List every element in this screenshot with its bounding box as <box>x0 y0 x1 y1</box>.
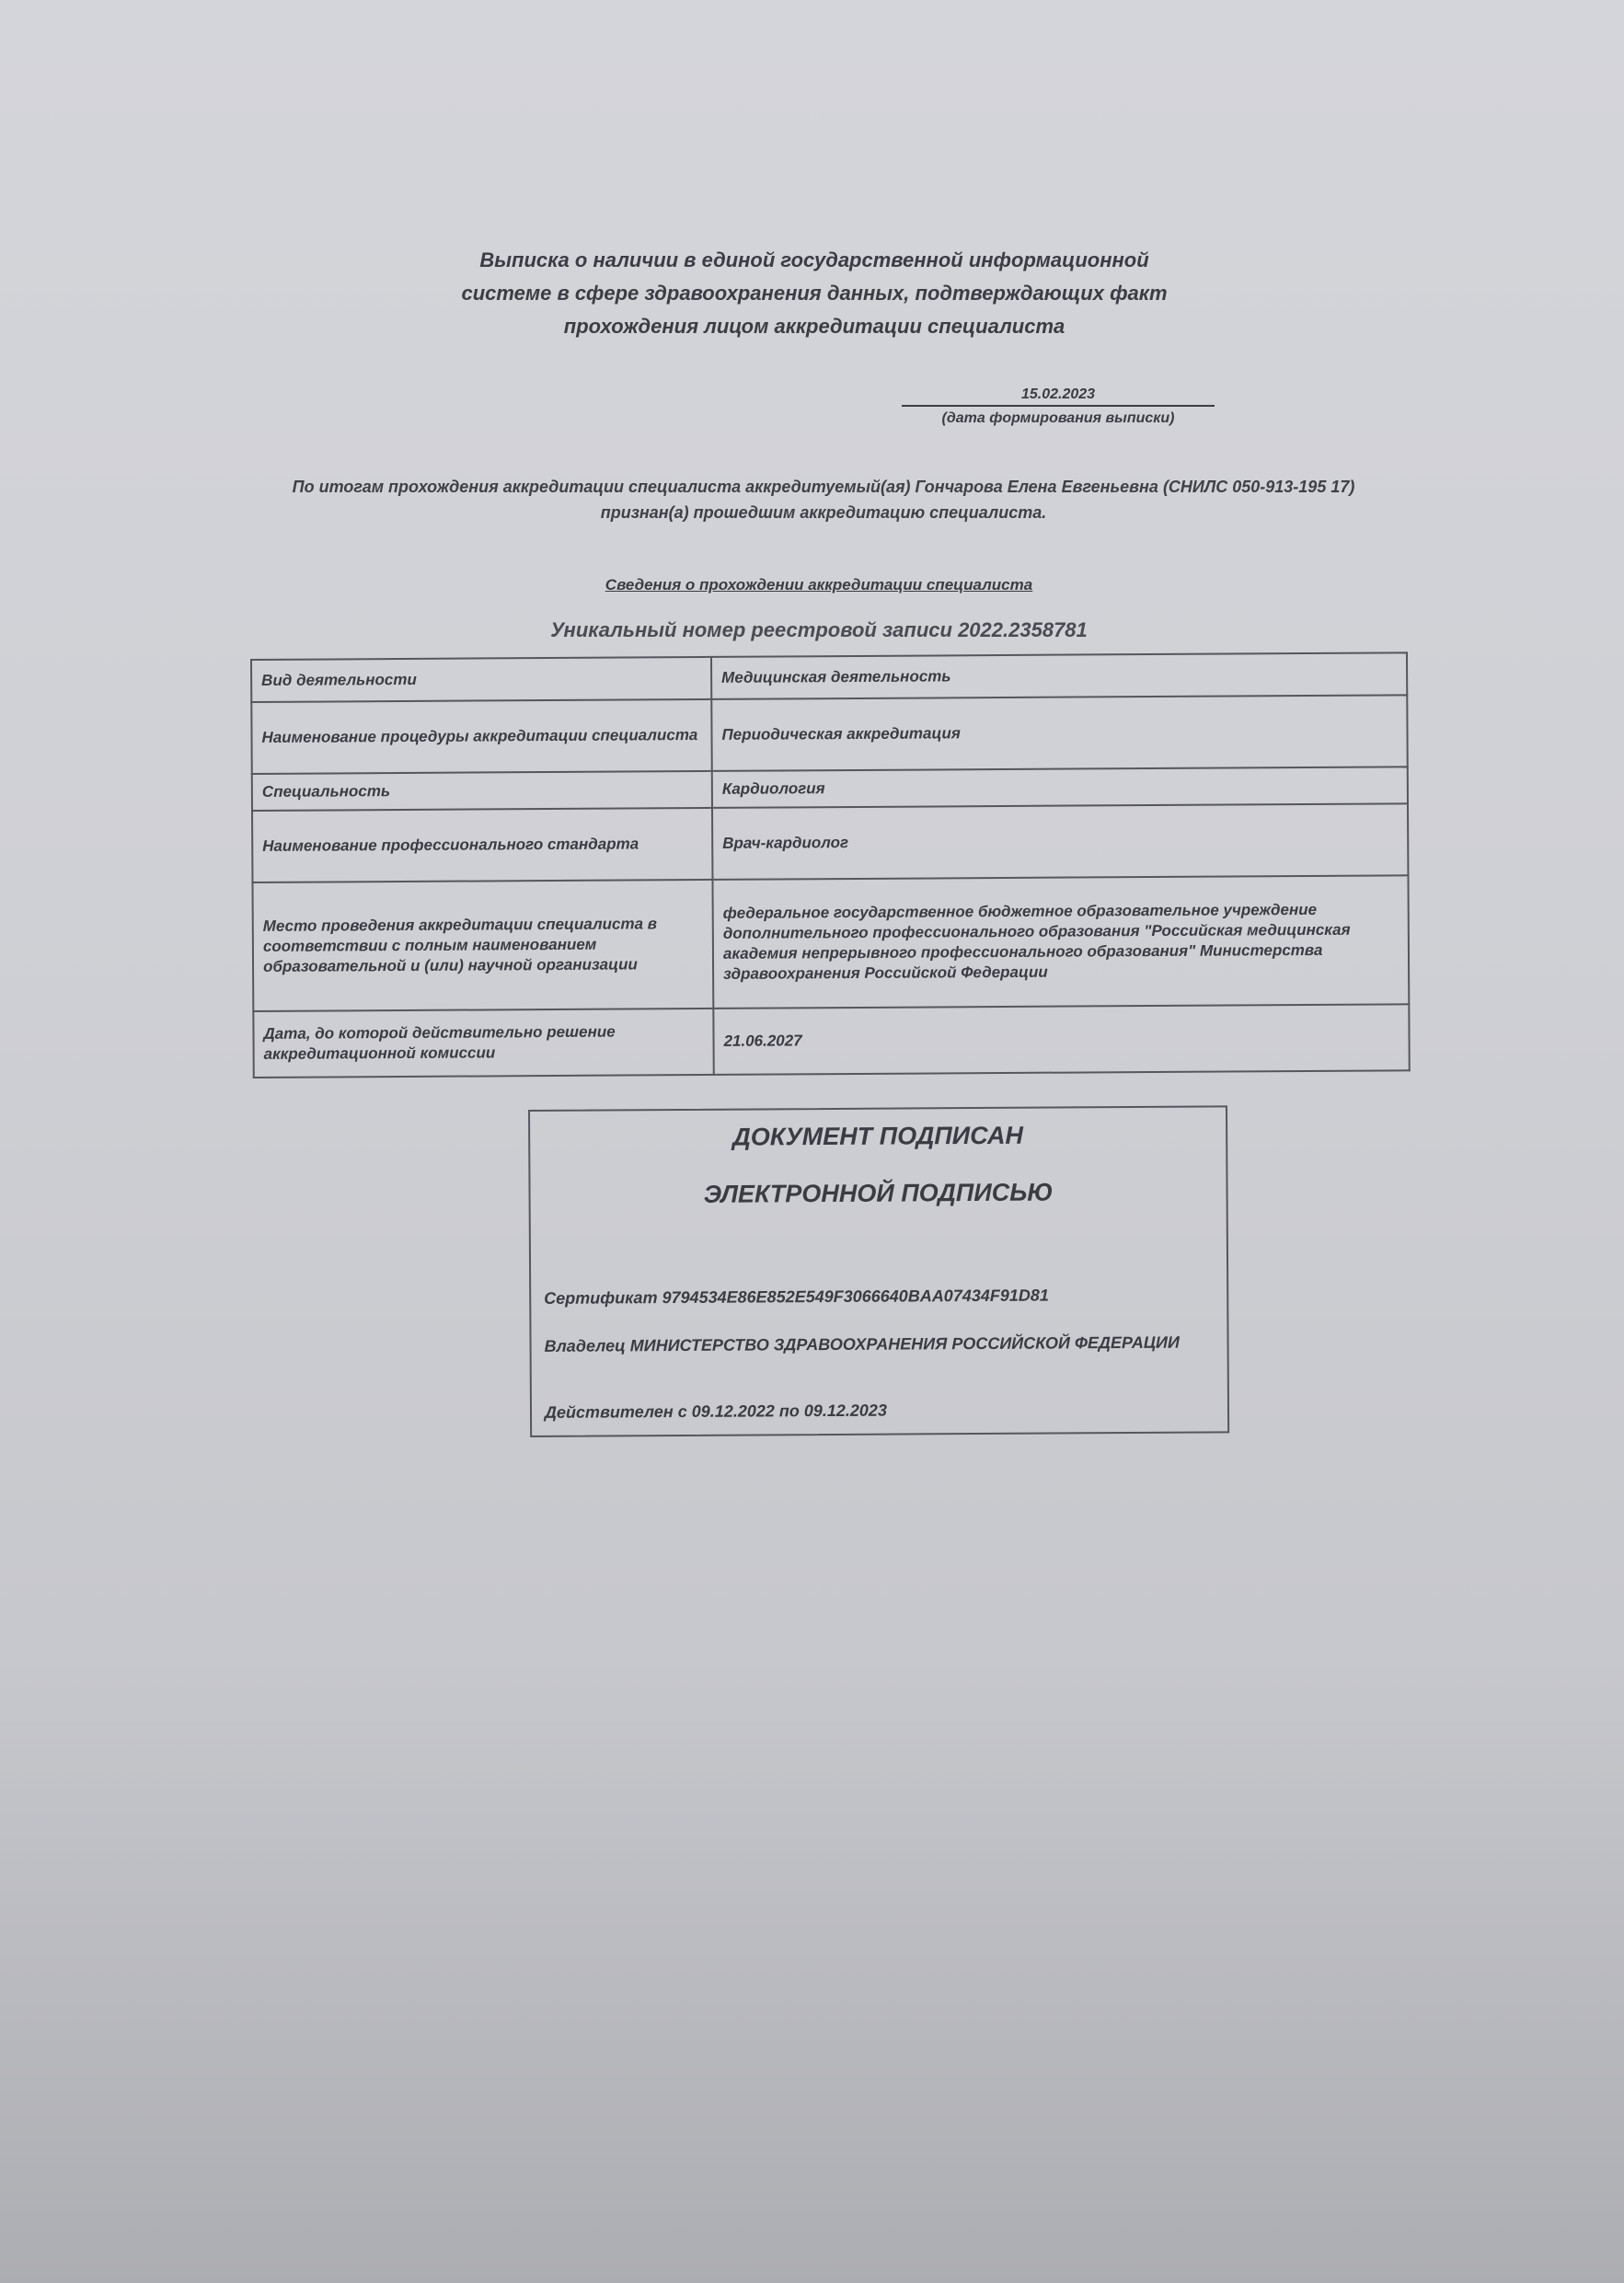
title-line: Выписка о наличии в единой государственной информационной <box>479 248 1149 271</box>
row-label: Вид деятельности <box>251 657 711 702</box>
accreditation-result-text: По итогам прохождения аккредитации специалиста аккредитуемый(ая) Гончарова Елена Евгеньевна (СНИЛС 050-913-195 17) признан(а) прошедшим аккредитацию специалиста. <box>292 478 1355 522</box>
issue-date-block <box>902 386 1215 427</box>
section-heading: Сведения о прохождении аккредитации специалиста <box>605 576 1033 594</box>
row-value: федеральное государственное бюджетное образовательное учреждение дополнительного профессионального образования "Российская медицинская академия непрерывного профессионального образования" Министерства здравоохранения Российской Федерации <box>712 875 1409 1009</box>
table-row <box>252 803 1408 882</box>
row-label: Наименование профессионального стандарта <box>252 808 712 882</box>
electronic-signature-stamp <box>528 1105 1229 1437</box>
table-row <box>251 695 1407 774</box>
row-value: Кардиология <box>712 767 1408 808</box>
row-value: Медицинская деятельность <box>711 652 1407 699</box>
title-line: прохождения лицом аккредитации специалиста <box>563 315 1065 338</box>
signature-validity: Действителен с 09.12.2022 по 09.12.2023 <box>544 1401 887 1422</box>
signature-title-line1: ДОКУМЕНТ ПОДПИСАН <box>732 1121 1024 1151</box>
row-value: Периодическая аккредитация <box>711 695 1407 771</box>
row-value: Врач-кардиолог <box>712 803 1408 880</box>
signature-certificate: Сертификат 9794534E86E852E549F3066640BAA07434F91D81 <box>544 1286 1049 1308</box>
registry-number: Уникальный номер реестровой записи 2022.2358781 <box>550 618 1088 641</box>
issue-date-caption: (дата формирования выписки) <box>941 410 1175 426</box>
row-value: 21.06.2027 <box>713 1004 1409 1075</box>
table-row <box>252 875 1409 1011</box>
row-label: Место проведения аккредитации специалиста в соответствии с полным наименованием образовательной и (или) научной организации <box>252 880 713 1011</box>
row-label: Дата, до которой действительно решение аккредитационной комиссии <box>253 1009 713 1078</box>
table-row <box>251 652 1407 702</box>
signature-title-line2: ЭЛЕКТРОННОЙ ПОДПИСЬЮ <box>703 1178 1054 1208</box>
page-shadow <box>0 1639 1624 2283</box>
title-line: системе в сфере здравоохранения данных, подтверждающих факт <box>461 282 1168 305</box>
table-row <box>253 1004 1409 1078</box>
document-title <box>405 244 1224 343</box>
row-label: Специальность <box>252 771 712 811</box>
signature-owner: Владелец МИНИСТЕРСТВО ЗДРАВООХРАНЕНИЯ РОССИЙСКОЙ ФЕДЕРАЦИИ <box>544 1332 1180 1355</box>
issue-date: 15.02.2023 <box>902 386 1215 407</box>
accreditation-info-table <box>250 651 1411 1078</box>
row-label: Наименование процедуры аккредитации специалиста <box>251 699 711 774</box>
